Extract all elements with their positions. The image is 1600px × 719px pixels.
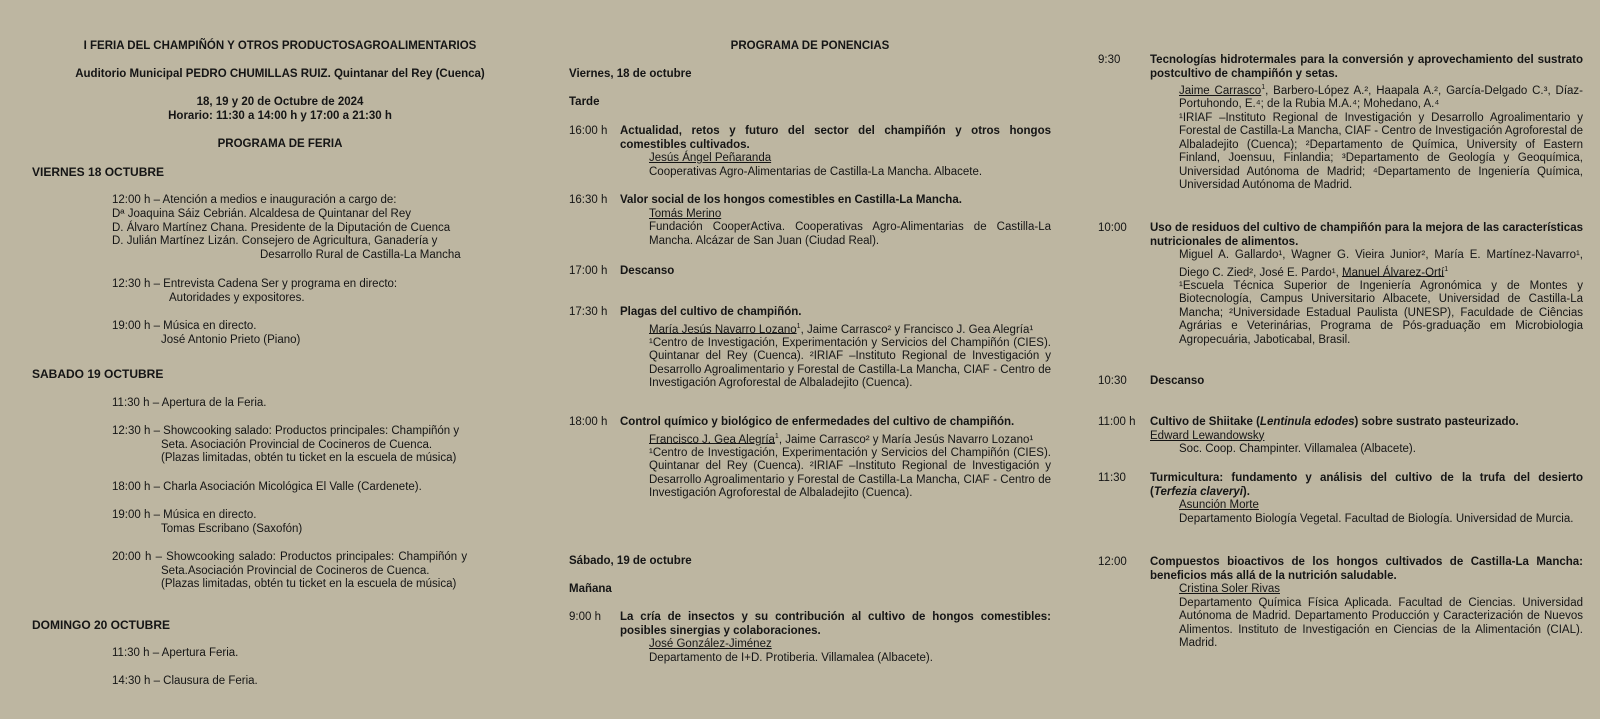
event-line: 11:30 h – Apertura Feria. (112, 647, 239, 659)
list-item (112, 675, 532, 689)
talk-title: Turmicultura: fundamento y análisis del cultivo de la trufa del desierto ( (1150, 472, 1583, 498)
list-item (112, 647, 532, 661)
talk-title: Uso de residuos del cultivo de champiñón para la mejora de las características nutricionales de alimentos. (1150, 222, 1583, 248)
talk-speaker: Jesús Ángel Peñaranda (649, 152, 772, 164)
event-line: (Plazas limitadas, obtén tu ticket en la escuela de música) (161, 452, 457, 464)
speaker-sup: 1 (796, 322, 801, 330)
species-name: Lentinula edodes (1259, 416, 1355, 428)
event-line: D. Julián Martínez Lizán. Consejero de Agricultura, Ganadería y (112, 235, 438, 247)
talk-time: 11:00 h (1098, 416, 1136, 428)
list-item (112, 551, 532, 592)
talk-speaker: Manuel Álvarez-Ortí (1341, 266, 1445, 279)
feria-title: I FERIA DEL CHAMPIÑÓN Y OTROS PRODUCTOSAGROALIMENTARIOS (83, 40, 477, 52)
talk-affiliation: ¹Centro de Investigación, Experimentación y Servicios del Champiñón (CIES). Quintanar del Rey (Cuenca). ²IRIAF –Instituto Regional de Investigación y Desarrollo Agroalimentario y Forestal de Castilla-La Mancha, CIAF - Centro de Investigación Agroforestal de Albaladejito (Cuenca). (649, 446, 1051, 500)
talk (569, 416, 1051, 501)
talk (569, 265, 1051, 279)
event-line: 12:30 h – Entrevista Cadena Ser y programa en directo: (112, 278, 398, 290)
talk-speaker: Francisco J. Gea Alegría (649, 433, 775, 446)
event-line: (Plazas limitadas, obtén tu ticket en la escuela de música) (161, 578, 457, 590)
event-line: 12:00 h – Atención a medios e inauguración a cargo de: (112, 194, 397, 206)
day-heading: SABADO 19 OCTUBRE (32, 367, 164, 381)
talk-time: 16:00 h (569, 125, 608, 137)
talk-time: 9:00 h (569, 611, 601, 623)
talk-affiliation: ¹IRIAF –Instituto Regional de Investigación y Desarrollo Agroalimentario y Forestal de Castilla-La Mancha, CIAF - Centro de Investigación Agroforestal de Albaladejito (Cuenca); ²Departamento de Química, University of Eastern Finland, Joensuu, Finlandia; ³Departamento de Geología y Geoquímica, Universidad Autónoma de Madrid; ⁴Departamento de Ingeniería Química, Universidad Autónoma de Madrid. (1179, 111, 1583, 192)
ponencias-column-2 (1098, 0, 1583, 719)
day-heading: VIERNES 18 OCTUBRE (32, 165, 165, 179)
talk-speaker: Edward Lewandowsky (1150, 429, 1265, 442)
list-item (112, 481, 532, 495)
speaker-sup: 1 (774, 432, 779, 440)
event-line: Seta.Asociación Provincial de Cocineros de Cuenca. (161, 564, 430, 577)
talk-title: Compuestos bioactivos de los hongos cultivados de Castilla-La Mancha: beneficios más allá de la nutrición saludable. (1150, 556, 1583, 582)
talk-coauthors: , Jaime Carrasco² y Francisco J. Gea Alegría¹ (800, 323, 1034, 336)
talk-speaker: Cristina Soler Rivas (1179, 583, 1280, 595)
event-line: D. Álvaro Martínez Chana. Presidente de la Diputación de Cuenca (112, 221, 451, 234)
talk-affiliation: Fundación CooperActiva. Cooperativas Agro-Alimentarias de Castilla-La Mancha. Alcázar de San Juan (Ciudad Real). (649, 221, 1051, 247)
talk (569, 611, 1051, 665)
list-item (112, 278, 532, 305)
talk-title: Control químico y biológico de enfermedades del cultivo de champiñón. (620, 416, 1015, 428)
list-item (112, 194, 532, 208)
talk-affiliation: Departamento Biología Vegetal. Facultad de Biología. Universidad de Murcia. (1179, 512, 1574, 525)
event-line: 14:30 h – Clausura de Feria. (112, 675, 258, 687)
list-item (112, 397, 532, 411)
talk (1098, 556, 1583, 651)
talk-time: 17:30 h (569, 306, 608, 318)
talk-speaker: María Jesús Navarro Lozano (649, 323, 797, 336)
event-line: 20:00 h – Showcooking salado: Productos principales: Champiñón y (112, 551, 468, 563)
talk-time: 9:30 (1098, 54, 1121, 66)
talk-time: 17:00 h (569, 265, 608, 277)
talk-title: La cría de insectos y su contribución al cultivo de hongos comestibles: posibles sinergias y colaboraciones. (620, 611, 1051, 637)
talk-title: Plagas del cultivo de champiñón. (620, 306, 802, 318)
talk-title-end: ) sobre sustrato pasteurizado. (1354, 416, 1519, 428)
talk-time: 16:30 h (569, 194, 608, 206)
day-heading: DOMINGO 20 OCTUBRE (32, 618, 171, 632)
talk-affiliation: Departamento de I+D. Protiberia. Villamalea (Albacete). (649, 651, 933, 664)
talk-title: Actualidad, retos y futuro del sector del champiñón y otros hongos comestibles cultivados. (620, 125, 1051, 151)
event-line: Dª Joaquina Sáiz Cebrián. Alcaldesa de Quintanar del Rey (112, 208, 411, 220)
talk (569, 125, 1051, 179)
list-item (112, 320, 532, 347)
talk (569, 194, 1051, 248)
talk-coauthors: , Barbero-López A.², Haapala A.², García-Delgado C.³, Díaz-Portuhondo, E.⁴; de la Rubia M.A.⁴; Mohedano, A.⁴ (1179, 84, 1583, 111)
feria-dates: 18, 19 y 20 de Octubre de 2024 (196, 96, 364, 108)
day-heading: Viernes, 18 de octubre (569, 68, 692, 80)
talk-coauthors: , Jaime Carrasco² y María Jesús Navarro Lozano¹ (778, 433, 1034, 446)
talk-speaker: Tomás Merino (649, 207, 722, 220)
talk-affiliation: ¹Centro de Investigación, Experimentación y Servicios del Champiñón (CIES). Quintanar del Rey (Cuenca). ²IRIAF –Instituto Regional de Investigación y Desarrollo Agroalimentario y Forestal de Castilla-La Mancha, CIAF - Centro de Investigación Agroforestal de Albaladejito (Cuenca). (649, 336, 1051, 390)
break-label: Descanso (620, 265, 675, 277)
event-line: 11:30 h – Apertura de la Feria. (112, 397, 267, 409)
talk-speaker: Jaime Carrasco (1179, 84, 1262, 97)
ponencias-title: PROGRAMA DE PONENCIAS (730, 40, 890, 52)
talk-time: 10:30 (1098, 375, 1127, 387)
list-item (112, 509, 532, 536)
list-item (112, 208, 532, 262)
feria-venue: Auditorio Municipal PEDRO CHUMILLAS RUIZ. Quintanar del Rey (Cuenca) (75, 68, 485, 80)
talk-title-end: ). (1242, 485, 1250, 498)
event-line: Desarrollo Rural de Castilla-La Mancha (260, 248, 461, 261)
talk-coauthors: Miguel A. Gallardo¹, Wagner G. Vieira Junior², María E. Martínez-Navarro¹, Diego C. Zied², José E. Pardo¹, (1179, 249, 1583, 279)
day-heading: Sábado, 19 de octubre (569, 555, 692, 567)
talk (569, 306, 1051, 391)
talk (1098, 222, 1583, 347)
talk (1098, 416, 1583, 457)
feria-horario: Horario: 11:30 a 14:00 h y 17:00 a 21:30 h (168, 110, 392, 122)
talk-title: Cultivo de Shiitake ( (1150, 416, 1260, 428)
talk-speaker: Asunción Morte (1179, 499, 1259, 511)
talk-time: 18:00 h (569, 416, 608, 428)
programa-feria-title: PROGRAMA DE FERIA (217, 138, 343, 150)
talk-time: 10:00 (1098, 222, 1127, 234)
talk-affiliation: Soc. Coop. Champinter. Villamalea (Albacete). (1179, 443, 1416, 455)
talk-time: 11:30 (1098, 472, 1126, 484)
talk-speaker: José González-Jiménez (649, 638, 772, 650)
event-line: Tomas Escribano (Saxofón) (161, 522, 303, 535)
speaker-sup: 1 (1444, 265, 1449, 273)
event-line: Autoridades y expositores. (169, 291, 305, 304)
event-line: José Antonio Prieto (Piano) (161, 333, 301, 346)
event-line: 18:00 h – Charla Asociación Micológica El Valle (Cardenete). (112, 481, 422, 493)
species-name: Terfezia claveryi (1153, 485, 1243, 498)
break-label: Descanso (1150, 375, 1205, 387)
event-line: 12:30 h – Showcooking salado: Productos principales: Champiñón y (112, 425, 460, 437)
talk-title: Valor social de los hongos comestibles en Castilla-La Mancha. (620, 194, 962, 206)
talk (1098, 472, 1583, 526)
event-line: 19:00 h – Música en directo. (112, 320, 257, 332)
talk-affiliation: Departamento Química Física Aplicada. Facultad de Ciencias. Universidad Autónoma de Madrid. Departamento Producción y Caracterización de Nuevos Alimentos. Instituto de Investigación en Ciencias de la Alimentación (CIAL). Madrid. (1179, 596, 1583, 649)
talk-title: Tecnologías hidrotermales para la conversión y aprovechamiento del sustrato postcultivo de champiñón y setas. (1150, 54, 1583, 80)
talk-affiliation: Cooperativas Agro-Alimentarias de Castilla-La Mancha. Albacete. (649, 165, 983, 178)
talk-time: 12:00 (1098, 556, 1127, 568)
session-heading: Mañana (569, 583, 612, 595)
session-heading: Tarde (569, 96, 600, 108)
feria-column (30, 0, 530, 719)
ponencias-column (569, 0, 1051, 719)
speaker-sup: 1 (1261, 84, 1266, 91)
talk (1098, 375, 1583, 389)
talk-affiliation: ¹Escuela Técnica Superior de Ingeniería Agronómica y de Montes y Biotecnología, Campus Universitario Albacete, Universidad de Castilla-La Mancha; ²Universidade Estadual Paulista (UNESP), Faculdade de Ciências Agrárias e Veterinárias, Programa de Pós-graduação em Microbiologia Agropecuária, Jaboticabal, Brasil. (1179, 279, 1583, 346)
talk (1098, 54, 1583, 193)
list-item (112, 425, 532, 466)
event-line: 19:00 h – Música en directo. (112, 509, 257, 521)
event-line: Seta. Asociación Provincial de Cocineros de Cuenca. (161, 438, 433, 451)
